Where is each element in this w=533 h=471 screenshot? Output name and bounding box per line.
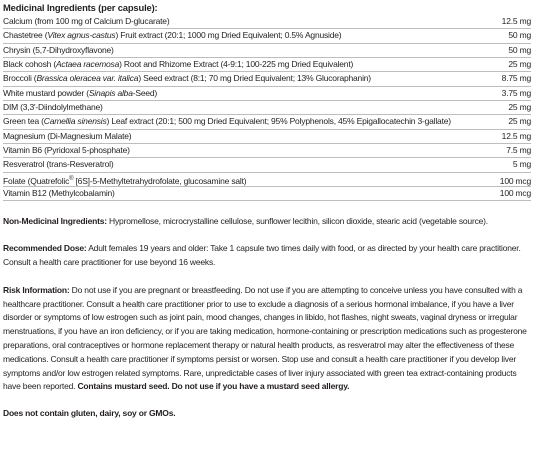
ingredient-amount: 12.5 mg bbox=[501, 16, 531, 26]
ingredient-amount: 7.5 mg bbox=[506, 145, 531, 156]
ingredient-amount: 25 mg bbox=[508, 102, 531, 113]
ingredient-row bbox=[3, 173, 531, 187]
ingredient-row bbox=[3, 130, 531, 144]
ingredient-row bbox=[3, 115, 531, 129]
ingredient-amount: 5 mg bbox=[512, 159, 531, 170]
risk-information-label: Risk Information: bbox=[3, 284, 70, 295]
ingredient-amount: 50 mg bbox=[508, 30, 531, 41]
risk-information-section bbox=[3, 284, 531, 394]
ingredient-row bbox=[3, 58, 531, 72]
recommended-dose-section bbox=[3, 242, 531, 270]
ingredient-name: Vitamin B12 (Methylcobalamin) bbox=[3, 188, 115, 199]
ingredient-name: Folate (Quatrefolic® [6S]-5-Methyltetrahydrofolate, glucosamine salt) bbox=[3, 175, 247, 186]
ingredient-name: DIM (3,3'-Diindolylmethane) bbox=[3, 102, 103, 113]
non-medicinal-text: Hypromellose, microcrystalline cellulose, sunflower lecithin, silicon dioxide, stearic acid (vegetable source). bbox=[106, 216, 488, 227]
ingredient-name: White mustard powder (Sinapis alba-Seed) bbox=[3, 87, 158, 98]
ingredient-name: Resveratrol (trans-Resveratrol) bbox=[3, 159, 114, 170]
free-from-statement: Does not contain gluten, dairy, soy or GMOs. bbox=[3, 408, 176, 419]
ingredient-row bbox=[3, 15, 531, 29]
ingredient-amount: 50 mg bbox=[508, 44, 531, 55]
ingredient-row bbox=[3, 144, 531, 158]
non-medicinal-section bbox=[3, 215, 531, 229]
ingredient-name: Magnesium (Di-Magnesium Malate) bbox=[3, 130, 132, 141]
ingredient-row bbox=[3, 158, 531, 172]
ingredient-row bbox=[3, 187, 531, 201]
ingredient-row bbox=[3, 29, 531, 43]
ingredient-row bbox=[3, 101, 531, 115]
ingredient-name: Broccoli (Brassica oleracea var. italica) Seed extract (8:1; 70 mg Dried Equivalent; 13% Glucoraphanin) bbox=[3, 73, 371, 84]
recommended-dose-text: Adult females 19 years and older: Take 1 capsule two times daily with food, or as directed by your health care practitioner. Consult a health care practitioner for use beyond 16 weeks. bbox=[3, 243, 521, 268]
non-medicinal-label: Non-Medicinal Ingredients: bbox=[3, 216, 107, 227]
ingredient-amount: 25 mg bbox=[508, 116, 531, 127]
medicinal-ingredients-title: Medicinal Ingredients (per capsule): bbox=[3, 2, 158, 13]
ingredient-row bbox=[3, 87, 531, 101]
risk-information-text: Do not use if you are pregnant or breastfeeding. Do not use if you are attempting to conceive unless you have consulted with a healthcare practitioner. Consult a health care practitioner prior to use to exclude a diagnosis of a serious hormonal imbalance, if you have a liver disorder or symptoms of low estrogen such as joint pain, mood changes, changes in libido, hot flashes, night sweats, vaginal dryness or irregular menstruations, if you have an iron deficiency, or if you are taking medication, hormone-containing or prescription medications such as progesterone preparations, oral contraceptives or hormone replacement therapy or natural health products, as resveratrol may alter the effectiveness of these medications. Consult a health care practitioner if symptoms persist or worsen. Stop use and consult a health care practitioner if you develop liver symptoms and/or low estrogen related symptoms. Rare, unpredictable cases of liver injury associated with green tea extract-containing products have been reported. bbox=[3, 284, 527, 392]
mustard-warning: Contains mustard seed. Do not use if you have a mustard seed allergy. bbox=[77, 381, 350, 392]
ingredient-name: Calcium (from 100 mg of Calcium D-glucarate) bbox=[3, 16, 170, 26]
ingredient-amount: 25 mg bbox=[508, 59, 531, 70]
recommended-dose-label: Recommended Dose: bbox=[3, 243, 87, 254]
ingredient-amount: 3.75 mg bbox=[501, 87, 531, 98]
ingredient-amount: 12.5 mg bbox=[501, 130, 531, 141]
ingredient-amount: 8.75 mg bbox=[501, 73, 531, 84]
ingredient-name: Black cohosh (Actaea racemosa) Root and Rhizome Extract (4-9:1; 100-225 mg Dried Equivalent) bbox=[3, 59, 354, 70]
ingredient-name: Vitamin B6 (Pyridoxal 5-phosphate) bbox=[3, 145, 130, 156]
ingredient-name: Chastetree (Vitex agnus-castus) Fruit extract (20:1; 1000 mg Dried Equivalent; 0.5% Agnuside) bbox=[3, 30, 342, 41]
ingredient-name: Green tea (Camellia sinensis) Leaf extract (20:1; 500 mg Dried Equivalent; 95% Polyphenols, 45% Epigallocatechin 3-gallate) bbox=[3, 116, 451, 127]
ingredient-list bbox=[3, 15, 531, 201]
ingredient-row bbox=[3, 72, 531, 86]
ingredient-amount: 100 mcg bbox=[499, 175, 531, 186]
ingredient-amount: 100 mcg bbox=[499, 188, 531, 199]
ingredient-name: Chrysin (5,7-Dihydroxyflavone) bbox=[3, 44, 114, 55]
ingredient-row bbox=[3, 44, 531, 58]
